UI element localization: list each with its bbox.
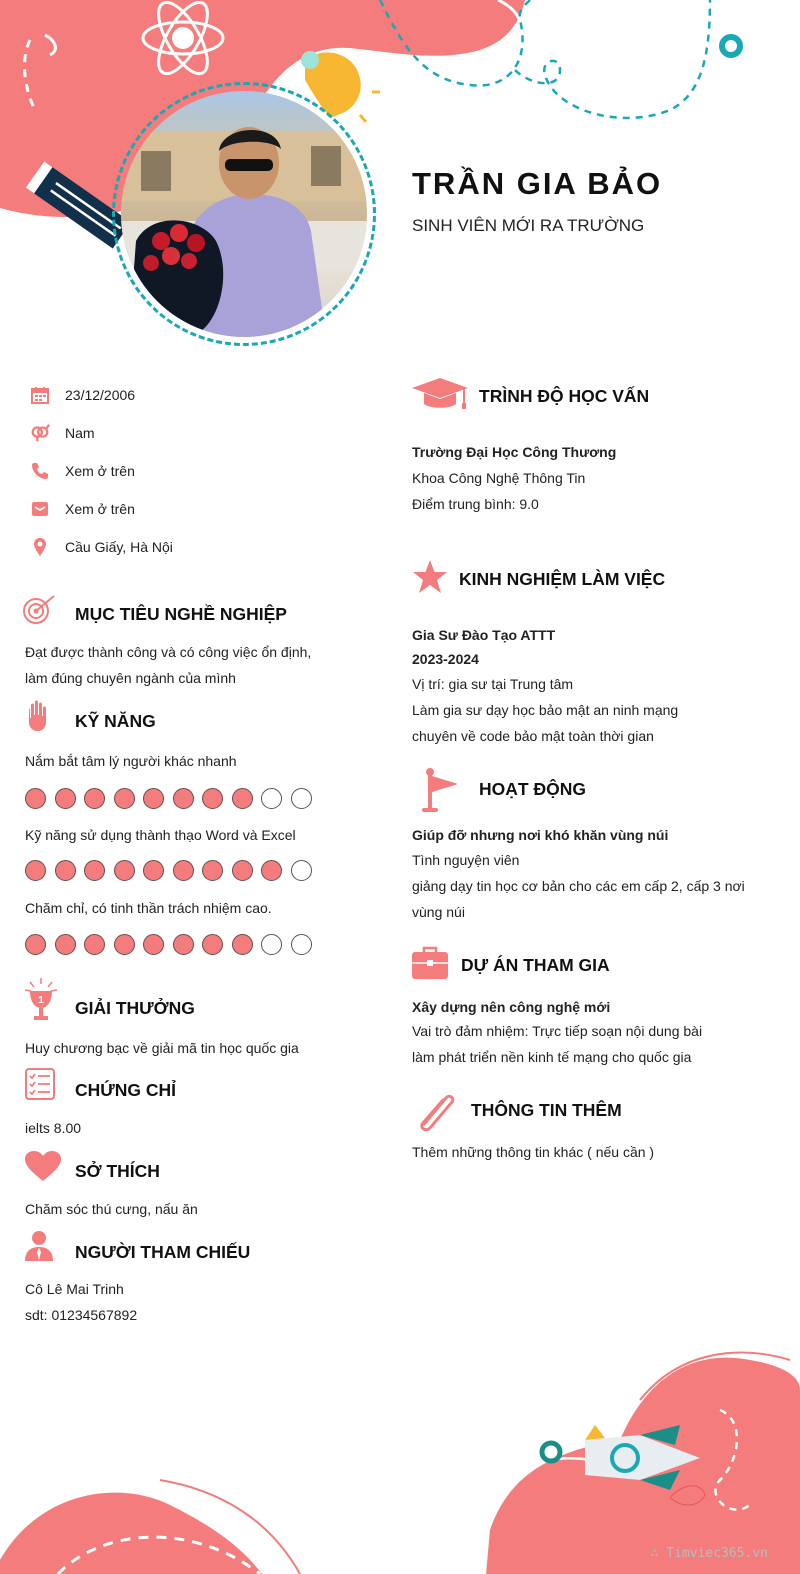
hobbies-title: SỞ THÍCH [75, 1161, 160, 1181]
contact-email [30, 497, 135, 521]
certificates-title: CHỨNG CHỈ [75, 1080, 177, 1100]
skill-rating-1 [25, 788, 312, 809]
email-value: Xem ở trên [65, 501, 135, 517]
experience-period: 2023-2024 [412, 651, 479, 667]
target-icon [22, 594, 58, 626]
gender-icon [30, 423, 50, 443]
objective-line-1: Đạt được thành công và có công việc ổn định, [25, 644, 312, 660]
rating-dot-filled [202, 934, 223, 955]
rating-dot-filled [173, 860, 194, 881]
calendar-icon [30, 385, 50, 405]
activity-name: Giúp đỡ nhưng nơi khó khăn vùng núi [412, 827, 669, 843]
candidate-name: TRẦN GIA BẢO [412, 166, 663, 201]
skill-label-1: Nắm bắt tâm lý người khác nhanh [25, 753, 237, 769]
skill-rating-3 [25, 934, 312, 955]
projects-title: DỰ ÁN THAM GIA [461, 955, 610, 975]
skills-title: KỸ NĂNG [75, 711, 156, 731]
ring-decoration [542, 1443, 560, 1461]
activity-role: Tình nguyện viên [412, 852, 520, 868]
rating-dot-empty [261, 934, 282, 955]
rating-dot-filled [114, 860, 135, 881]
paperclip-icon [414, 1088, 458, 1132]
rating-dot-filled [202, 860, 223, 881]
person-icon [24, 1230, 54, 1262]
rating-dot-filled [84, 934, 105, 955]
reference-line-1: Cô Lê Mai Trinh [25, 1281, 124, 1297]
awards-text: Huy chương bạc về giải mã tin học quốc gia [25, 1040, 299, 1056]
experience-line-2: chuyên về code bảo mật toàn thời gian [412, 728, 654, 744]
svg-text:1: 1 [38, 995, 44, 1006]
contact-gender [30, 421, 95, 445]
rating-dot-filled [232, 860, 253, 881]
reference-line-2: sdt: 01234567892 [25, 1307, 138, 1323]
contact-address [30, 535, 173, 559]
watermark-text: ∴ Timviec365.vn [650, 1546, 768, 1561]
rating-dot-empty [261, 788, 282, 809]
address-value: Cầu Giấy, Hà Nội [65, 539, 173, 555]
rating-dot-filled [84, 860, 105, 881]
extra-title: THÔNG TIN THÊM [471, 1100, 622, 1120]
profile-photo [121, 91, 367, 337]
activity-line-2: vùng núi [412, 904, 465, 920]
rating-dot-filled [25, 934, 46, 955]
experience-company: Gia Sư Đào Tạo ATTT [412, 627, 556, 643]
briefcase-icon [412, 946, 448, 980]
footer-decoration [0, 1330, 800, 1574]
contact-birthday [30, 383, 135, 407]
phone-icon [30, 461, 50, 481]
objective-line-2: làm đúng chuyên ngành của mình [25, 670, 236, 686]
rating-dot-filled [173, 934, 194, 955]
rating-dot-empty [291, 934, 312, 955]
birthday-value: 23/12/2006 [65, 387, 136, 403]
rating-dot-filled [114, 788, 135, 809]
rating-dot-filled [173, 788, 194, 809]
candidate-role: SINH VIÊN MỚI RA TRƯỜNG [412, 216, 645, 235]
gender-value: Nam [65, 425, 95, 441]
experience-line-1: Làm gia sư dạy học bảo mật an ninh mạng [412, 702, 679, 718]
rating-dot-empty [291, 788, 312, 809]
education-gpa: Điểm trung bình: 9.0 [412, 496, 539, 512]
education-faculty: Khoa Công Nghệ Thông Tin [412, 470, 586, 486]
project-line-1: Vai trò đảm nhiệm: Trực tiếp soạn nội dung bài [412, 1023, 703, 1039]
certificates-text: ielts 8.00 [25, 1120, 82, 1136]
skill-label-3: Chăm chỉ, có tinh thần trách nhiệm cao. [25, 900, 272, 916]
rating-dot-filled [114, 934, 135, 955]
objective-title: MỤC TIÊU NGHỀ NGHIỆP [75, 604, 287, 624]
mail-icon [30, 499, 50, 519]
skill-rating-2 [25, 860, 312, 881]
rating-dot-filled [55, 788, 76, 809]
heart-icon [24, 1150, 62, 1182]
skill-label-2: Kỹ năng sử dụng thành thạo Word và Excel [25, 827, 296, 843]
phone-value: Xem ở trên [65, 463, 135, 479]
references-title: NGƯỜI THAM CHIẾU [75, 1242, 251, 1262]
education-school: Trường Đại Học Công Thương [412, 444, 617, 460]
rating-dot-filled [84, 788, 105, 809]
rating-dot-filled [55, 934, 76, 955]
profile-photo-frame [112, 82, 376, 346]
flag-icon [420, 768, 460, 814]
ring-decoration [722, 37, 740, 55]
rating-dot-filled [232, 934, 253, 955]
graduation-cap-icon [412, 378, 468, 412]
education-title: TRÌNH ĐỘ HỌC VẤN [479, 386, 650, 406]
rating-dot-filled [232, 788, 253, 809]
rating-dot-filled [143, 788, 164, 809]
project-name: Xây dựng nên công nghệ mới [412, 999, 611, 1015]
contact-phone [30, 459, 135, 483]
rating-dot-filled [25, 860, 46, 881]
rating-dot-filled [143, 860, 164, 881]
star-icon [412, 560, 448, 594]
experience-title: KINH NGHIỆM LÀM VIỆC [459, 569, 666, 589]
activity-line-1: giảng dạy tin học cơ bản cho các em cấp 2, cấp 3 nơi [412, 878, 745, 894]
extra-text: Thêm những thông tin khác ( nếu cần ) [412, 1144, 655, 1160]
rating-dot-filled [55, 860, 76, 881]
hobbies-text: Chăm sóc thú cưng, nấu ăn [25, 1201, 198, 1217]
rating-dot-filled [202, 788, 223, 809]
rating-dot-filled [25, 788, 46, 809]
project-line-2: làm phát triển nền kinh tế mạng cho quốc gia [412, 1049, 692, 1065]
checklist-icon [25, 1068, 55, 1100]
experience-position: Vị trí: gia sư tại Trung tâm [412, 676, 574, 692]
rating-dot-empty [291, 860, 312, 881]
rating-dot-filled [261, 860, 282, 881]
trophy-icon [25, 978, 57, 1022]
activities-title: HOẠT ĐỘNG [479, 779, 586, 799]
location-icon [30, 537, 50, 557]
hand-icon [25, 700, 49, 732]
rating-dot-filled [143, 934, 164, 955]
awards-title: GIẢI THƯỞNG [75, 998, 195, 1018]
